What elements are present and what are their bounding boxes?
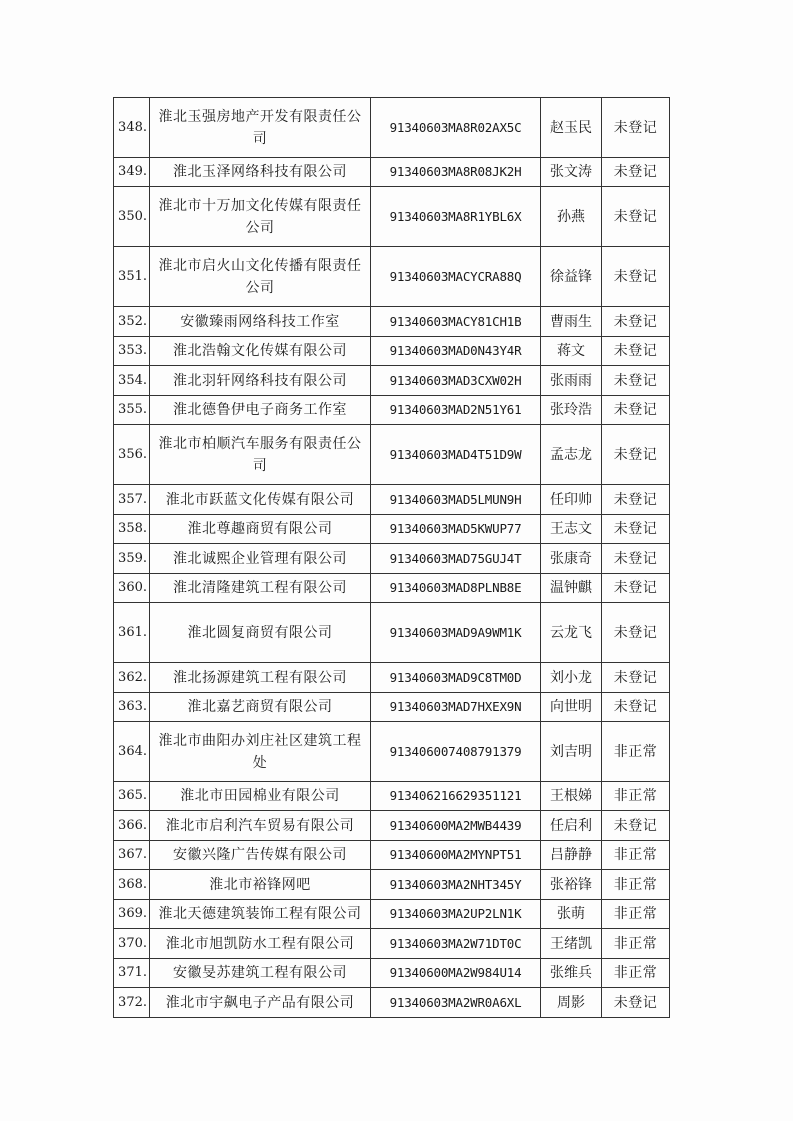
legal-person-cell: 王绪凯 [541, 929, 602, 959]
legal-person-cell: 任印帅 [541, 485, 602, 515]
status-cell: 未登记 [602, 337, 670, 366]
legal-person-cell: 孟志龙 [541, 425, 602, 485]
row-number-cell: 359. [114, 544, 150, 574]
credit-code-cell: 91340603MAD0N43Y4R [371, 337, 541, 366]
legal-person-cell: 张裕锋 [541, 870, 602, 900]
table-row [114, 693, 670, 722]
status-cell: 未登记 [602, 158, 670, 187]
table-row [114, 98, 670, 158]
company-name-cell: 淮北天德建筑装饰工程有限公司 [150, 900, 371, 929]
status-cell: 非正常 [602, 929, 670, 959]
credit-code-cell: 91340603MAD9A9WM1K [371, 603, 541, 663]
table-body [114, 98, 670, 1018]
status-cell: 非正常 [602, 841, 670, 870]
credit-code-cell: 91340603MA8R1YBL6X [371, 187, 541, 247]
row-number-cell: 357. [114, 485, 150, 515]
table-row [114, 247, 670, 307]
legal-person-cell: 向世明 [541, 693, 602, 722]
status-cell: 未登记 [602, 366, 670, 396]
table-row [114, 158, 670, 187]
legal-person-cell: 张萌 [541, 900, 602, 929]
company-name-cell: 淮北清隆建筑工程有限公司 [150, 574, 371, 603]
row-number-cell: 372. [114, 988, 150, 1018]
company-name-cell: 淮北市启火山文化传播有限责任公司 [150, 247, 371, 307]
company-name-cell: 安徽兴隆广告传媒有限公司 [150, 841, 371, 870]
credit-code-cell: 91340600MA2MWB4439 [371, 811, 541, 841]
status-cell: 未登记 [602, 98, 670, 158]
credit-code-cell: 91340603MAD8PLNB8E [371, 574, 541, 603]
table-row [114, 988, 670, 1018]
company-name-cell: 淮北市旭凯防水工程有限公司 [150, 929, 371, 959]
row-number-cell: 363. [114, 693, 150, 722]
credit-code-cell: 913406216629351121 [371, 782, 541, 811]
row-number-cell: 348. [114, 98, 150, 158]
legal-person-cell: 周影 [541, 988, 602, 1018]
table-row [114, 574, 670, 603]
table-row [114, 366, 670, 396]
credit-code-cell: 91340603MACY81CH1B [371, 307, 541, 337]
status-cell: 未登记 [602, 988, 670, 1018]
status-cell: 未登记 [602, 544, 670, 574]
legal-person-cell: 王根娣 [541, 782, 602, 811]
legal-person-cell: 张雨雨 [541, 366, 602, 396]
credit-code-cell: 91340600MA2W984U14 [371, 959, 541, 988]
status-cell: 未登记 [602, 485, 670, 515]
table-row [114, 959, 670, 988]
table-row [114, 663, 670, 693]
table-row [114, 603, 670, 663]
status-cell: 非正常 [602, 722, 670, 782]
status-cell: 未登记 [602, 574, 670, 603]
table-row [114, 515, 670, 544]
company-name-cell: 淮北德鲁伊电子商务工作室 [150, 396, 371, 425]
row-number-cell: 354. [114, 366, 150, 396]
legal-person-cell: 张玲浩 [541, 396, 602, 425]
legal-person-cell: 张康奇 [541, 544, 602, 574]
company-name-cell: 淮北市跃蓝文化传媒有限公司 [150, 485, 371, 515]
row-number-cell: 353. [114, 337, 150, 366]
row-number-cell: 350. [114, 187, 150, 247]
status-cell: 未登记 [602, 515, 670, 544]
company-name-cell: 淮北诚熙企业管理有限公司 [150, 544, 371, 574]
company-name-cell: 淮北市曲阳办刘庄社区建筑工程处 [150, 722, 371, 782]
table-row [114, 307, 670, 337]
legal-person-cell: 云龙飞 [541, 603, 602, 663]
credit-code-cell: 91340603MAD75GUJ4T [371, 544, 541, 574]
status-cell: 非正常 [602, 782, 670, 811]
row-number-cell: 368. [114, 870, 150, 900]
company-name-cell: 淮北市十万加文化传媒有限责任公司 [150, 187, 371, 247]
credit-code-cell: 91340603MA2UP2LN1K [371, 900, 541, 929]
legal-person-cell: 孙燕 [541, 187, 602, 247]
row-number-cell: 362. [114, 663, 150, 693]
status-cell: 未登记 [602, 603, 670, 663]
row-number-cell: 364. [114, 722, 150, 782]
company-name-cell: 淮北羽轩网络科技有限公司 [150, 366, 371, 396]
credit-code-cell: 91340603MAD5KWUP77 [371, 515, 541, 544]
legal-person-cell: 张维兵 [541, 959, 602, 988]
legal-person-cell: 任启利 [541, 811, 602, 841]
company-name-cell: 淮北市柏顺汽车服务有限责任公司 [150, 425, 371, 485]
row-number-cell: 352. [114, 307, 150, 337]
credit-code-cell: 91340603MAD4T51D9W [371, 425, 541, 485]
credit-code-cell: 91340603MAD5LMUN9H [371, 485, 541, 515]
row-number-cell: 358. [114, 515, 150, 544]
legal-person-cell: 刘小龙 [541, 663, 602, 693]
row-number-cell: 349. [114, 158, 150, 187]
company-name-cell: 淮北市田园棉业有限公司 [150, 782, 371, 811]
status-cell: 未登记 [602, 693, 670, 722]
table-row [114, 396, 670, 425]
company-name-cell: 淮北扬源建筑工程有限公司 [150, 663, 371, 693]
credit-code-cell: 91340603MA8R08JK2H [371, 158, 541, 187]
credit-code-cell: 91340600MA2MYNPT51 [371, 841, 541, 870]
credit-code-cell: 91340603MAD7HXEX9N [371, 693, 541, 722]
row-number-cell: 371. [114, 959, 150, 988]
status-cell: 未登记 [602, 247, 670, 307]
registration-table [113, 97, 670, 1018]
table-row [114, 929, 670, 959]
legal-person-cell: 刘吉明 [541, 722, 602, 782]
legal-person-cell: 蒋文 [541, 337, 602, 366]
credit-code-cell: 91340603MAD3CXW02H [371, 366, 541, 396]
status-cell: 非正常 [602, 959, 670, 988]
status-cell: 未登记 [602, 425, 670, 485]
company-name-cell: 淮北玉强房地产开发有限责任公司 [150, 98, 371, 158]
status-cell: 未登记 [602, 811, 670, 841]
legal-person-cell: 温钟麒 [541, 574, 602, 603]
legal-person-cell: 吕静静 [541, 841, 602, 870]
company-name-cell: 淮北尊趣商贸有限公司 [150, 515, 371, 544]
credit-code-cell: 91340603MACYCRA88Q [371, 247, 541, 307]
status-cell: 未登记 [602, 663, 670, 693]
row-number-cell: 361. [114, 603, 150, 663]
table-row [114, 811, 670, 841]
legal-person-cell: 曹雨生 [541, 307, 602, 337]
status-cell: 非正常 [602, 900, 670, 929]
table-row [114, 870, 670, 900]
credit-code-cell: 91340603MA2NHT345Y [371, 870, 541, 900]
company-name-cell: 淮北玉泽网络科技有限公司 [150, 158, 371, 187]
company-name-cell: 淮北市裕锋网吧 [150, 870, 371, 900]
row-number-cell: 365. [114, 782, 150, 811]
credit-code-cell: 91340603MA2WR0A6XL [371, 988, 541, 1018]
company-name-cell: 淮北市宇飙电子产品有限公司 [150, 988, 371, 1018]
row-number-cell: 355. [114, 396, 150, 425]
company-name-cell: 安徽臻雨网络科技工作室 [150, 307, 371, 337]
table-row [114, 425, 670, 485]
table-row [114, 782, 670, 811]
status-cell: 未登记 [602, 307, 670, 337]
table-row [114, 187, 670, 247]
credit-code-cell: 91340603MA8R02AX5C [371, 98, 541, 158]
status-cell: 未登记 [602, 187, 670, 247]
company-name-cell: 淮北圆复商贸有限公司 [150, 603, 371, 663]
legal-person-cell: 赵玉民 [541, 98, 602, 158]
row-number-cell: 351. [114, 247, 150, 307]
credit-code-cell: 913406007408791379 [371, 722, 541, 782]
company-name-cell: 安徽旻苏建筑工程有限公司 [150, 959, 371, 988]
status-cell: 未登记 [602, 396, 670, 425]
table-row [114, 485, 670, 515]
company-name-cell: 淮北市启利汽车贸易有限公司 [150, 811, 371, 841]
row-number-cell: 367. [114, 841, 150, 870]
status-cell: 非正常 [602, 870, 670, 900]
table-row [114, 544, 670, 574]
row-number-cell: 356. [114, 425, 150, 485]
row-number-cell: 366. [114, 811, 150, 841]
table-row [114, 337, 670, 366]
row-number-cell: 370. [114, 929, 150, 959]
row-number-cell: 360. [114, 574, 150, 603]
credit-code-cell: 91340603MAD2N51Y61 [371, 396, 541, 425]
company-name-cell: 淮北嘉艺商贸有限公司 [150, 693, 371, 722]
legal-person-cell: 王志文 [541, 515, 602, 544]
table-row [114, 841, 670, 870]
legal-person-cell: 张文涛 [541, 158, 602, 187]
table-row [114, 900, 670, 929]
legal-person-cell: 徐益锋 [541, 247, 602, 307]
table-row [114, 722, 670, 782]
row-number-cell: 369. [114, 900, 150, 929]
company-name-cell: 淮北浩翰文化传媒有限公司 [150, 337, 371, 366]
credit-code-cell: 91340603MA2W71DT0C [371, 929, 541, 959]
credit-code-cell: 91340603MAD9C8TM0D [371, 663, 541, 693]
